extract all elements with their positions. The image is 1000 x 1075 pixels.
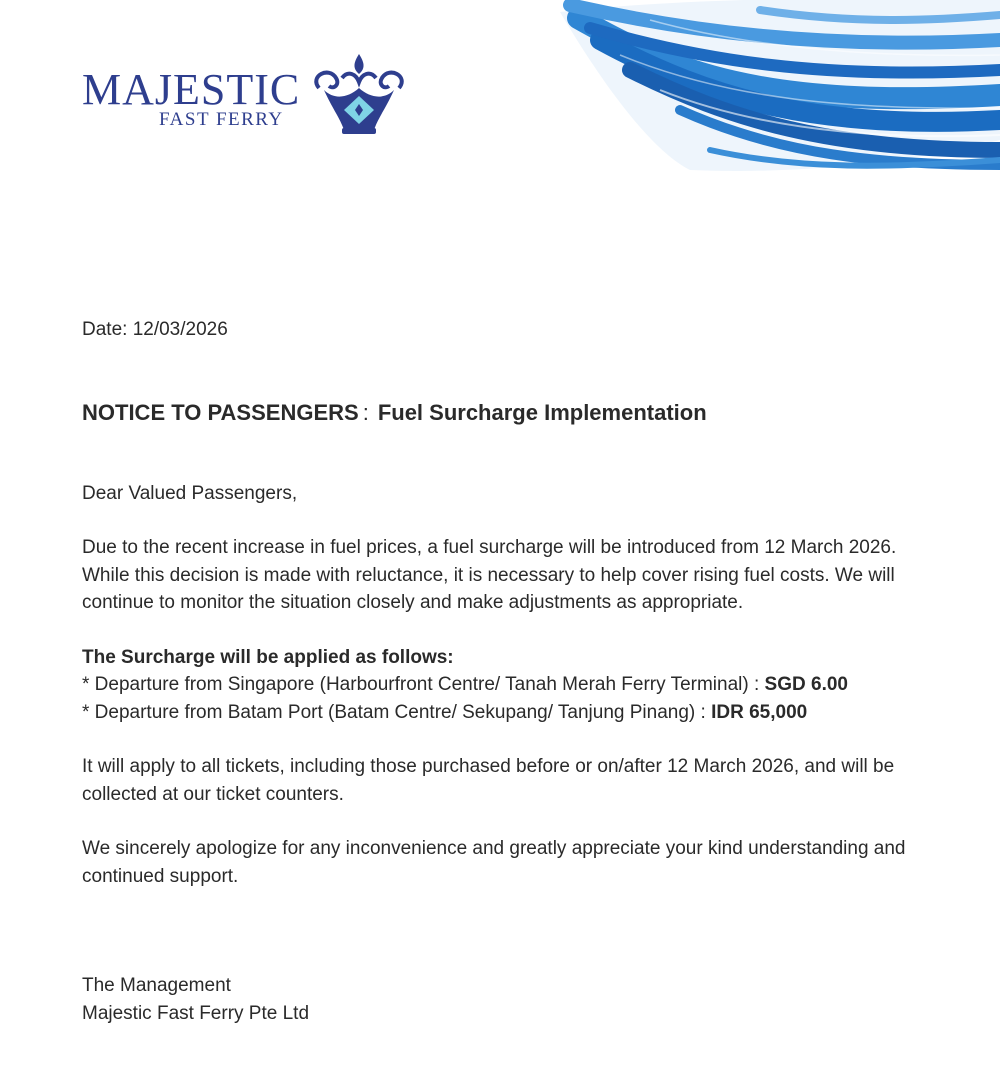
notice-title: NOTICE TO PASSENGERS <box>82 399 359 425</box>
logo-wordmark: MAJESTIC <box>82 65 301 114</box>
signature-block <box>82 972 942 1027</box>
surcharge-amount: SGD 6.00 <box>764 674 848 695</box>
logo-subtitle: FAST FERRY <box>159 109 284 130</box>
notice-subtitle: Fuel Surcharge Implementation <box>377 399 707 425</box>
company-logo <box>82 48 422 143</box>
applicability-paragraph: It will apply to all tickets, including those purchased before or on/after 12 March 2026, and will be collected at our ticket counters. <box>82 756 895 805</box>
notice-body <box>82 316 942 1027</box>
brush-stroke-decoration <box>560 0 1000 190</box>
surcharge-route: * Departure from Batam Port (Batam Centre/ Sekupang/ Tanjung Pinang) : <box>82 701 712 723</box>
notice-date: Date: 12/03/2026 <box>82 319 228 340</box>
surcharge-section <box>82 644 942 727</box>
surcharge-route: * Departure from Singapore (Harbourfront Centre/ Tanah Merah Ferry Terminal) : <box>82 674 765 695</box>
surcharge-item-batam <box>82 699 942 727</box>
signature-line-company: Majestic Fast Ferry Pte Ltd <box>82 1002 310 1024</box>
notice-heading <box>82 398 942 428</box>
salutation: Dear Valued Passengers, <box>82 482 298 504</box>
surcharge-heading: The Surcharge will be applied as follows: <box>82 646 454 668</box>
surcharge-amount: IDR 65,000 <box>711 701 808 723</box>
crown-icon <box>304 48 414 138</box>
surcharge-item-singapore <box>82 671 942 699</box>
heading-separator: : <box>362 399 369 425</box>
intro-paragraph: Due to the recent increase in fuel prices, a fuel surcharge will be introduced from 12 March 2026. While this decision is made with reluctance, it is necessary to help cover rising fuel costs. We will continue to monitor the situation closely and make adjustments as appropriate. <box>82 537 897 613</box>
apology-paragraph: We sincerely apologize for any inconvenience and greatly appreciate your kind understanding and continued support. <box>82 838 906 887</box>
signature-line-management: The Management <box>82 975 231 996</box>
